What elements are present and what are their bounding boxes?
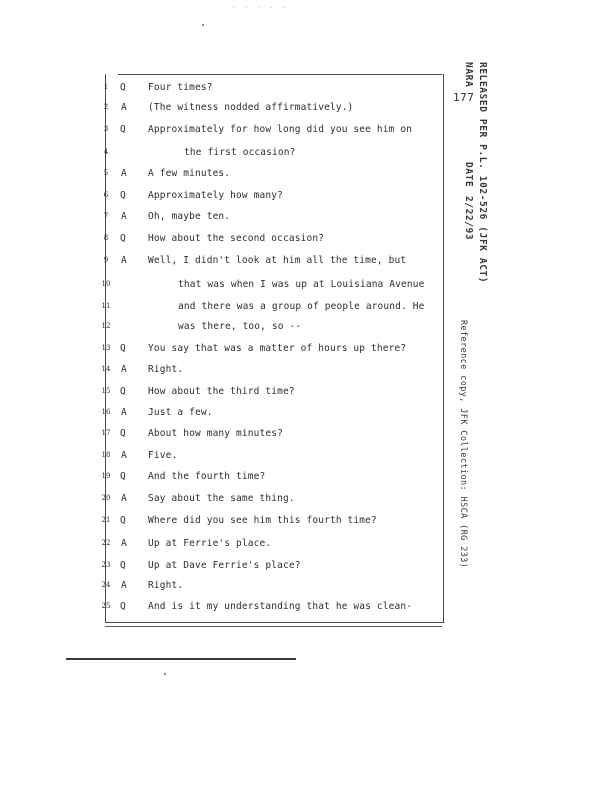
line-text: How about the third time? [148, 386, 295, 397]
speaker-label: A [121, 580, 127, 591]
line-number: 18 [101, 451, 111, 459]
line-text: the first occasion? [184, 147, 296, 158]
speaker-label: Q [120, 471, 126, 482]
speaker-label: A [121, 168, 127, 179]
speaker-label: Q [120, 190, 126, 201]
page-number: 177 [453, 91, 475, 104]
line-number: 3 [103, 125, 109, 133]
frame-bottom-rule [105, 626, 442, 627]
transcript-line [0, 254, 612, 274]
transcript-line [0, 470, 612, 490]
speaker-label: Q [120, 601, 126, 612]
transcript-line [0, 537, 612, 557]
line-text: About how many minutes? [148, 428, 283, 439]
line-number: 4 [103, 148, 109, 156]
transcript-line [0, 559, 612, 579]
speaker-label: Q [120, 428, 126, 439]
line-number: 15 [101, 387, 111, 395]
speaker-label: A [121, 102, 127, 113]
line-number: 17 [101, 429, 111, 437]
line-number: 20 [101, 494, 111, 502]
line-text: Oh, maybe ten. [148, 211, 231, 222]
line-text: Approximately for how long did you see him on [148, 124, 413, 135]
line-number: 11 [101, 302, 111, 310]
line-number: 22 [101, 539, 111, 547]
speaker-label: Q [120, 233, 126, 244]
transcript-line [0, 385, 612, 405]
line-text: Say about the same thing. [148, 493, 295, 504]
line-text: Just a few. [148, 407, 213, 418]
line-text: And is it my understanding that he was clean- [148, 601, 413, 612]
line-number: 13 [101, 344, 111, 352]
transcript-line [0, 427, 612, 447]
line-text: Five. [148, 450, 178, 461]
transcript-line [0, 363, 612, 383]
transcript-line [0, 278, 612, 298]
line-number: 23 [101, 561, 111, 569]
speaker-label: A [121, 364, 127, 375]
speaker-label: Q [120, 124, 126, 135]
speaker-label: A [121, 450, 127, 461]
transcript-line [0, 210, 612, 230]
stamp-nara: NARA [463, 62, 474, 88]
footer-rule [66, 658, 296, 660]
transcript-line [0, 81, 612, 101]
line-text: and there was a group of people around. He [178, 301, 425, 312]
transcript-line [0, 232, 612, 252]
transcript-line [0, 579, 612, 599]
line-text: Well, I didn't look at him all the time, but [148, 255, 407, 266]
stamp-line-1: RELEASED PER P.L. 102-526 (JFK ACT) [477, 62, 488, 284]
line-number: 21 [101, 516, 111, 524]
transcript-line [0, 123, 612, 143]
line-number: 19 [101, 472, 111, 480]
speaker-label: A [121, 211, 127, 222]
speaker-label: Q [120, 515, 126, 526]
transcript-line [0, 167, 612, 187]
transcript-line [0, 320, 612, 340]
ink-speck [164, 673, 166, 675]
line-text: that was when I was up at Louisiana Avenue [178, 279, 425, 290]
line-text: Right. [148, 580, 184, 591]
line-number: 2 [103, 103, 109, 111]
line-number: 8 [103, 234, 109, 242]
line-number: 1 [103, 83, 109, 91]
stamp-date-label: DATE [463, 162, 474, 188]
line-number: 25 [101, 602, 111, 610]
speaker-label: Q [120, 560, 126, 571]
stamp-date-value: 2/22/93 [463, 196, 474, 241]
line-text: Right. [148, 364, 184, 375]
line-number: 24 [101, 581, 111, 589]
line-number: 7 [103, 212, 109, 220]
transcript-line [0, 101, 612, 121]
speaker-label: Q [120, 386, 126, 397]
line-text: Up at Dave Ferrie's place? [148, 560, 301, 571]
speaker-label: A [121, 255, 127, 266]
transcript-line [0, 406, 612, 426]
header-smudge: · · · · · [232, 4, 288, 12]
line-number: 6 [103, 191, 109, 199]
transcript-line [0, 300, 612, 320]
transcript-line [0, 600, 612, 620]
line-number: 12 [101, 322, 111, 330]
speaker-label: A [121, 538, 127, 549]
transcript-line [0, 342, 612, 362]
transcript-line [0, 146, 612, 166]
ink-speck [202, 24, 204, 26]
transcript-line [0, 492, 612, 512]
line-text: You say that was a matter of hours up there? [148, 343, 407, 354]
transcript-line [0, 449, 612, 469]
line-text: How about the second occasion? [148, 233, 325, 244]
line-text: Up at Ferrie's place. [148, 538, 272, 549]
line-text: (The witness nodded affirmatively.) [148, 102, 354, 113]
line-number: 14 [101, 365, 111, 373]
line-text: And the fourth time? [148, 471, 266, 482]
line-text: Where did you see him this fourth time? [148, 515, 377, 526]
line-number: 16 [101, 408, 111, 416]
transcript-line [0, 514, 612, 534]
speaker-label: Q [120, 82, 126, 93]
reference-copy-note: Reference copy, JFK Collection: HSCA (RG 233) [458, 320, 468, 569]
line-text: A few minutes. [148, 168, 231, 179]
line-text: was there, too, so -- [178, 321, 302, 332]
line-number: 5 [103, 169, 109, 177]
speaker-label: A [121, 493, 127, 504]
transcript-line [0, 189, 612, 209]
line-number: 9 [103, 256, 109, 264]
speaker-label: Q [120, 343, 126, 354]
line-text: Approximately how many? [148, 190, 283, 201]
line-number: 10 [101, 280, 111, 288]
speaker-label: A [121, 407, 127, 418]
line-text: Four times? [148, 82, 213, 93]
